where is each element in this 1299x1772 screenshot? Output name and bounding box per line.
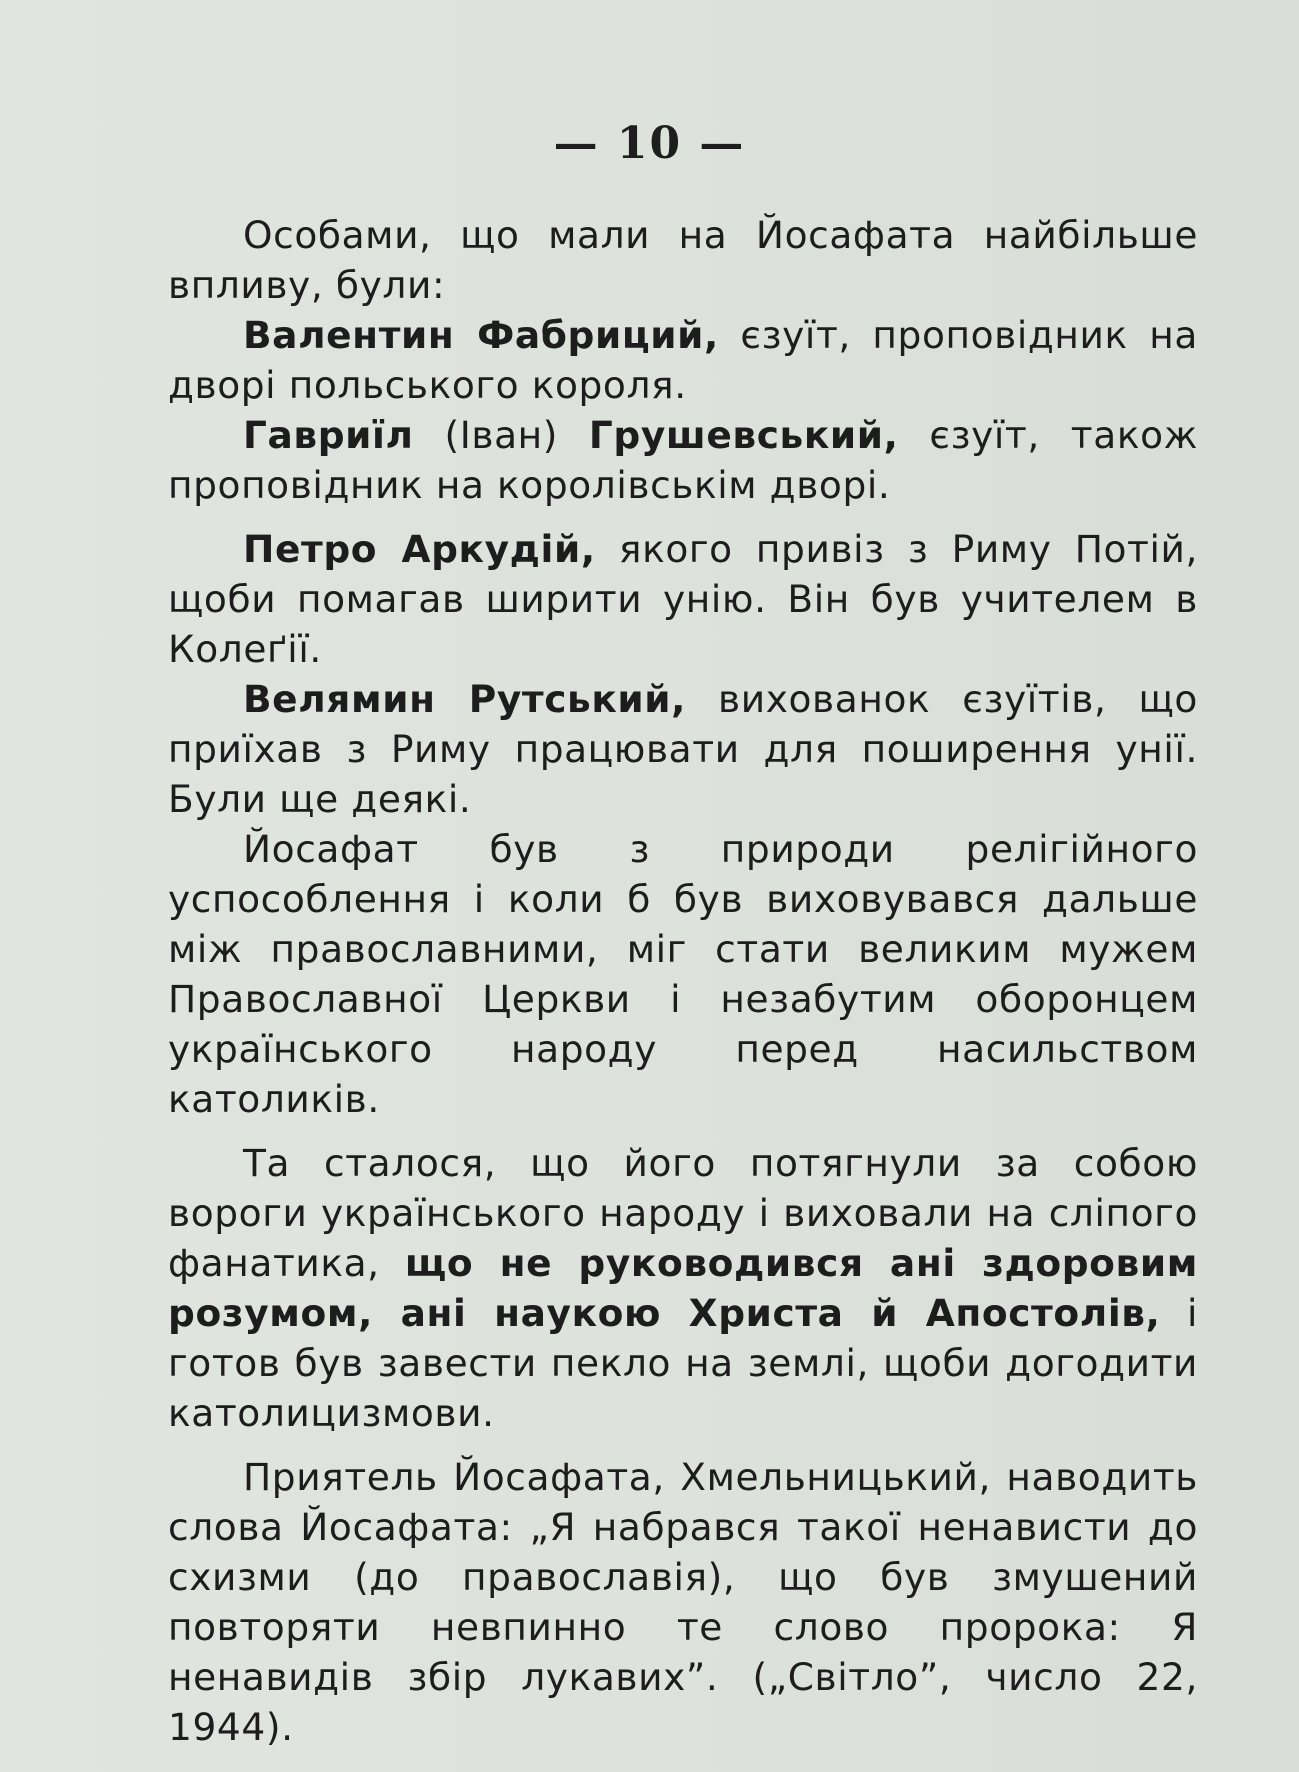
paragraph xyxy=(168,410,1198,510)
paragraph-text: Приятель Йосафата, Хмельницький, наводить слова Йосафата: „Я набрався такої ненависти до схизми (до православія), що був змушений повторяти невпинно те слово пророка: Я ненавидів збір лукавих”. („Світло”, число 22, 1944). xyxy=(168,1455,1198,1749)
paragraph xyxy=(168,824,1198,1124)
paragraph xyxy=(168,1452,1198,1752)
paragraph xyxy=(168,1138,1198,1438)
paragraph xyxy=(168,674,1198,824)
bold-text: Валентин Фабриций, xyxy=(243,313,719,357)
paragraph-text: (Іван) xyxy=(413,413,589,457)
paragraph-text: Та сталося, що його потягнули за собою вороги українського народу і виховали на сліпого фанатика, xyxy=(168,1141,1198,1285)
bold-text: Грушевський, xyxy=(588,413,899,457)
paragraph-text: якого привіз з Риму Потій, щоби помагав ширити унію. Він був учителем в Колеґії. xyxy=(168,527,1198,671)
bold-text: Гавриїл xyxy=(243,413,414,457)
bold-text: Петро Аркудій, xyxy=(243,527,596,571)
paragraph-text: і готов був завести пекло на землі, щоби догодити католицизмови. xyxy=(168,1291,1198,1435)
paragraph-text: єзуїт, також проповідник на королівськім дворі. xyxy=(168,413,1198,507)
paragraph xyxy=(168,524,1198,674)
paragraph-text: єзуїт, проповідник на дворі польського короля. xyxy=(168,313,1198,407)
page-number: — 10 — xyxy=(553,118,746,169)
paragraph-text: Особами, що мали на Йосафата найбільше впливу, були: xyxy=(168,213,1198,307)
paragraph xyxy=(168,210,1198,310)
paragraph-text: вихованок єзуїтів, що приїхав з Риму працювати для поширення унії. Були ще деякі. xyxy=(168,677,1198,821)
body-text xyxy=(168,210,1198,1752)
bold-text: Велямин Рутський, xyxy=(243,677,687,721)
paragraph-text: Йосафат був з природи релігійного успособлення і коли б був виховувався дальше між православними, міг стати великим мужем Православної Церкви і незабутим оборонцем українського народу перед насильством католиків. xyxy=(168,827,1198,1121)
paragraph xyxy=(168,310,1198,410)
bold-text: що не руководився ані здоровим розумом, ані наукою Христа й Апостолів, xyxy=(168,1241,1198,1335)
